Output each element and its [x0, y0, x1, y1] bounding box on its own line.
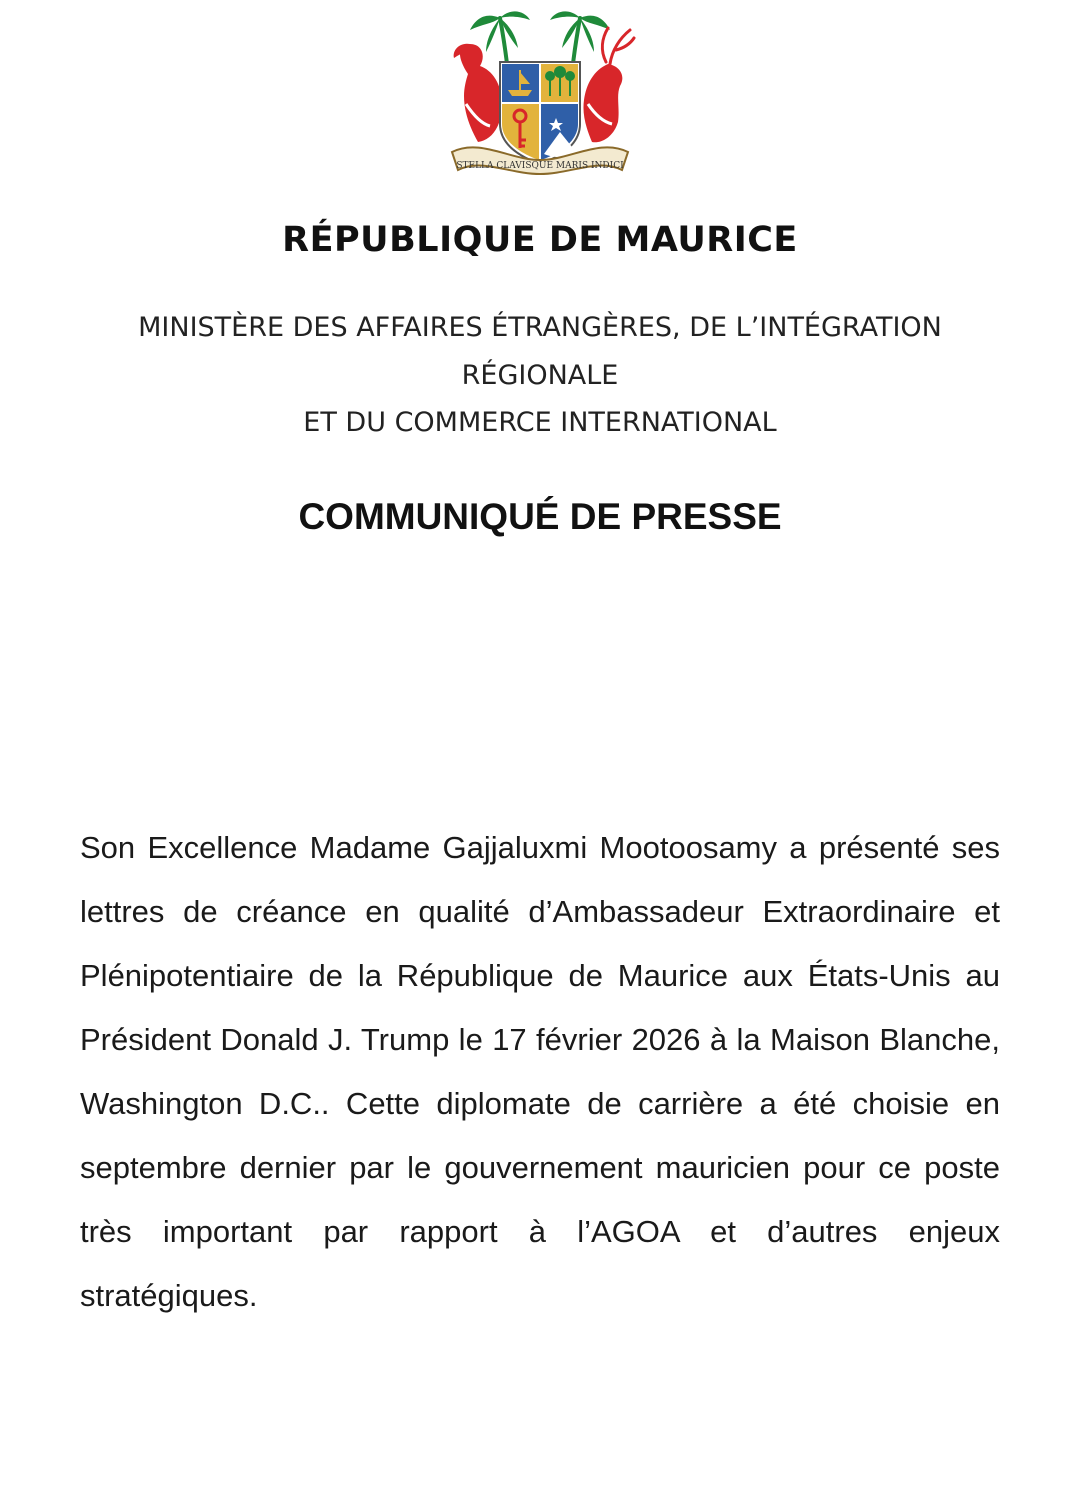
svg-text:STELLA CLAVISQUE MARIS INDICI: STELLA CLAVISQUE MARIS INDICI: [456, 161, 624, 171]
coat-of-arms-icon: [430, 4, 650, 182]
document-type-heading: COMMUNIQUÉ DE PRESSE: [298, 496, 782, 537]
ministry-name: [60, 304, 1020, 447]
ministry-line-3: ET DU COMMERCE INTERNATIONAL: [303, 407, 777, 438]
country-title: RÉPUBLIQUE DE MAURICE: [282, 220, 798, 260]
press-release-paragraph: Son Excellence Madame Gajjaluxmi Mootoosamy a présenté ses lettres de créance en qualité d’Ambassadeur Extraordinaire et Plénipotentiaire de la République de Maurice aux États-Unis au Président Donald J. Trump le 17 février 2026 à la Maison Blanche, Washington D.C.. Cette diplomate de carrière a été choisie en septembre dernier par le gouvernement mauricien pour ce poste très important par rapport à l’AGOA et d’autres enjeux stratégiques.: [80, 830, 1000, 1313]
ministry-line-1: MINISTÈRE DES AFFAIRES ÉTRANGÈRES, DE L’INTÉGRATION: [138, 312, 942, 343]
ministry-line-2: RÉGIONALE: [461, 359, 619, 391]
